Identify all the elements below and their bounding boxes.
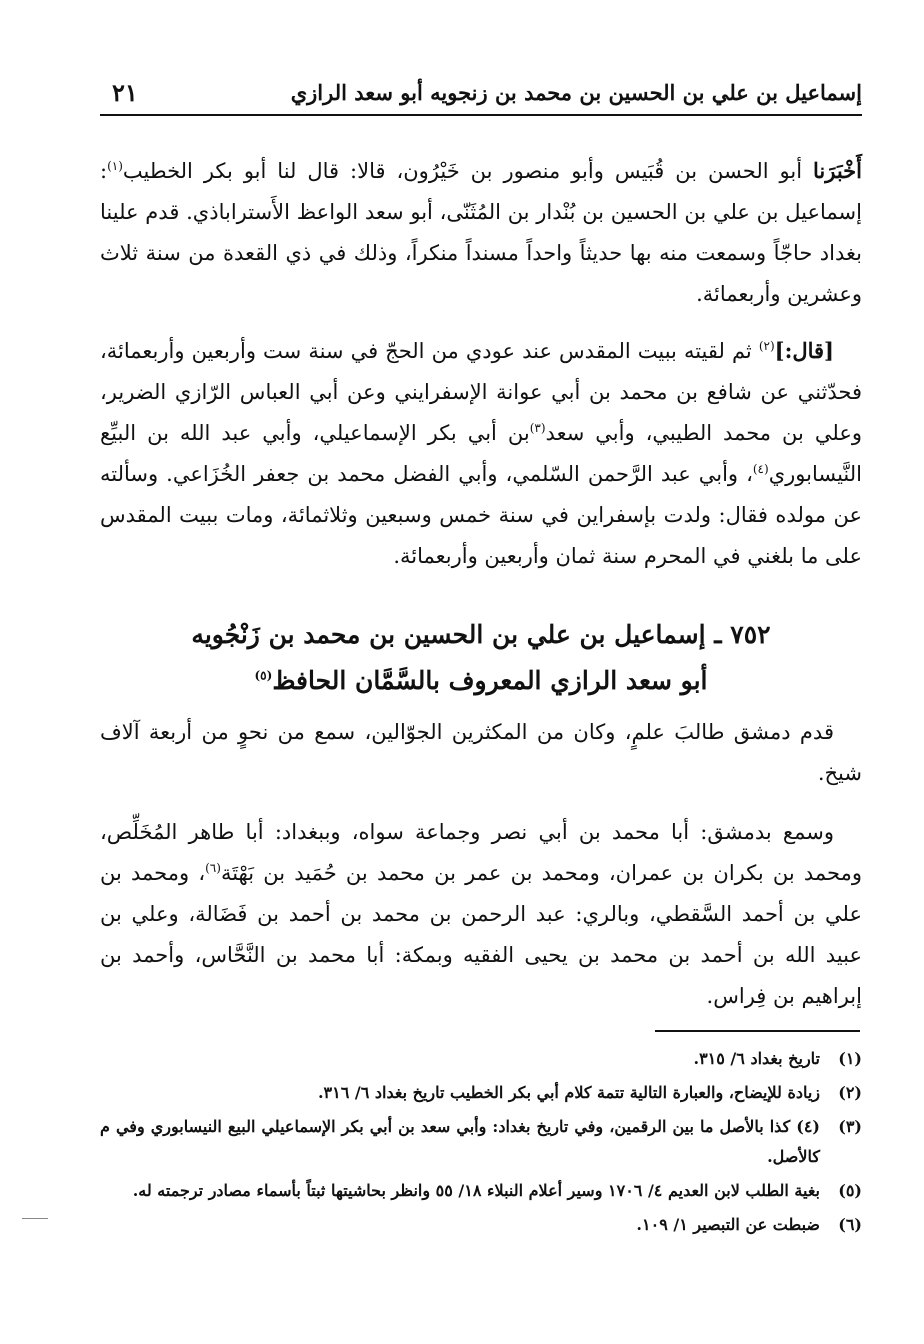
paragraph-text: : إسماعيل بن علي بن الحسين بن بُنْدار بن المُثَنّى، أبو سعد الواعظ الأَستراباذي. قدم علينا بغداد حاجّاً وسمعت منه بها حديثاً واحداً مسنداً منكراً، وذلك في ذي القعدة من سنة ثلاث وعشرين وأربعمائة.	[100, 159, 862, 306]
footnote-text: (٤) كذا بالأصل ما بين الرقمين، وفي تاريخ بغداد: وأبي سعد بن أبي بكر الإسماعيلي البيع النيسابوري وفي م كالأصل.	[100, 1117, 820, 1166]
footnote-number: (١)	[838, 1049, 862, 1068]
paragraph-3	[100, 712, 862, 794]
scan-edge-mark	[22, 1218, 48, 1219]
footnote-text: تاريخ بغداد ٦/ ٣١٥.	[693, 1049, 820, 1068]
paragraph-1	[100, 150, 862, 315]
footnote	[100, 1176, 862, 1206]
footnote-number: (٥)	[838, 1181, 862, 1200]
footnote-ref: (٤)	[752, 462, 769, 476]
paragraph-text: ، ومحمد بن علي بن أحمد السَّقطي، وبالري: عبد الرحمن بن محمد بن أحمد بن فَضَالة، وعلي بن عبيد الله بن أحمد بن محمد بن يحيى الفقيه وبمكة: أبا محمد بن النَّحَّاس، وأحمد بن إبراهيم بن فِراس.	[100, 861, 862, 1008]
footnote-ref: (٢)	[758, 339, 775, 353]
paragraph-text: أبو الحسن بن قُبَيس وأبو منصور بن خَيْرُون، قالا: قال لنا أبو بكر الخطيب	[122, 159, 803, 183]
page-number: ٢١	[112, 78, 138, 107]
footnotes	[100, 1044, 862, 1244]
footnote-number: (٦)	[838, 1215, 862, 1234]
footnote-number: (٣)	[838, 1117, 862, 1136]
footnote-text: ضبطت عن التبصير ١/ ١٠٩.	[636, 1215, 820, 1234]
paragraph-2	[100, 330, 862, 577]
paragraph-text: وسمع بدمشق: أبا محمد بن أبي نصر وجماعة سواه، وببغداد: أبا طاهر المُخَلِّص، ومحمد بن بكران بن عمران، ومحمد بن عمر بن محمد بن حُمَيد بن بَهْتَة	[100, 820, 862, 885]
entry-heading-line1: ٧٥٢ ـ إسماعيل بن علي بن الحسين بن محمد بن زَنْجُويه	[191, 620, 771, 649]
footnote-ref: (٣)	[529, 421, 546, 435]
entry-heading-line2: أبو سعد الرازي المعروف بالسَّمَّان الحافظ	[272, 666, 708, 695]
footnote-ref: (٦)	[205, 861, 221, 875]
paragraph-text: ، وأبي عبد الرَّحمن السّلمي، وأبي الفضل محمد بن جعفر الخُزَاعي. وسألته عن مولده فقال: ولدت بإسفراين في سنة خمس وسبعين وثلاثمائة، ومات ببيت المقدس على ما بلغني في المحرم سنة ثمان وأربعين وأربعمائة.	[100, 462, 862, 568]
paragraph-text: قدم دمشق طالبَ علمٍ، وكان من المكثرين الجوّالين، سمع من نحوٍ من أربعة آلاف شيخ.	[100, 720, 862, 785]
footnote	[100, 1210, 862, 1240]
footnote	[100, 1044, 862, 1074]
running-header	[100, 78, 862, 116]
header-title: إسماعيل بن علي بن الحسين بن محمد بن زنجويه أبو سعد الرازي	[290, 80, 862, 105]
paragraph-lead: أَخْبَرَنا	[813, 158, 862, 183]
footnote-divider	[655, 1030, 860, 1032]
entry-heading	[100, 612, 862, 704]
paragraph-4	[100, 812, 862, 1017]
paragraph-text: بن أبي بكر الإسماعيلي، وأبي عبد الله بن البيِّع النَّيسابوري	[100, 421, 862, 486]
footnote-ref: (٥)	[254, 668, 273, 683]
footnote	[100, 1112, 862, 1172]
footnote-number: (٢)	[838, 1083, 862, 1102]
footnote-ref: (١)	[107, 159, 123, 173]
footnote	[100, 1078, 862, 1108]
footnote-text: زيادة للإيضاح، والعبارة التالية تتمة كلام أبي بكر الخطيب تاريخ بغداد ٦/ ٣١٦.	[317, 1083, 820, 1102]
footnote-text: بغية الطلب لابن العديم ٤/ ١٧٠٦ وسير أعلام النبلاء ١٨/ ٥٥ وانظر بحاشيتها ثبتاً بأسماء مصادر ترجمته له.	[132, 1181, 820, 1200]
paragraph-lead: [قال:]	[774, 338, 834, 363]
paragraph-text: ثم لقيته ببيت المقدس عند عودي من الحجّ في سنة ست وأربعين وأربعمائة، فحدّثني عن شافع بن محمد بن أبي عوانة الإسفرايني وعن أبي العباس الرّازي الضرير، وعلي بن محمد الطيبي، وأبي سعد	[100, 339, 862, 445]
